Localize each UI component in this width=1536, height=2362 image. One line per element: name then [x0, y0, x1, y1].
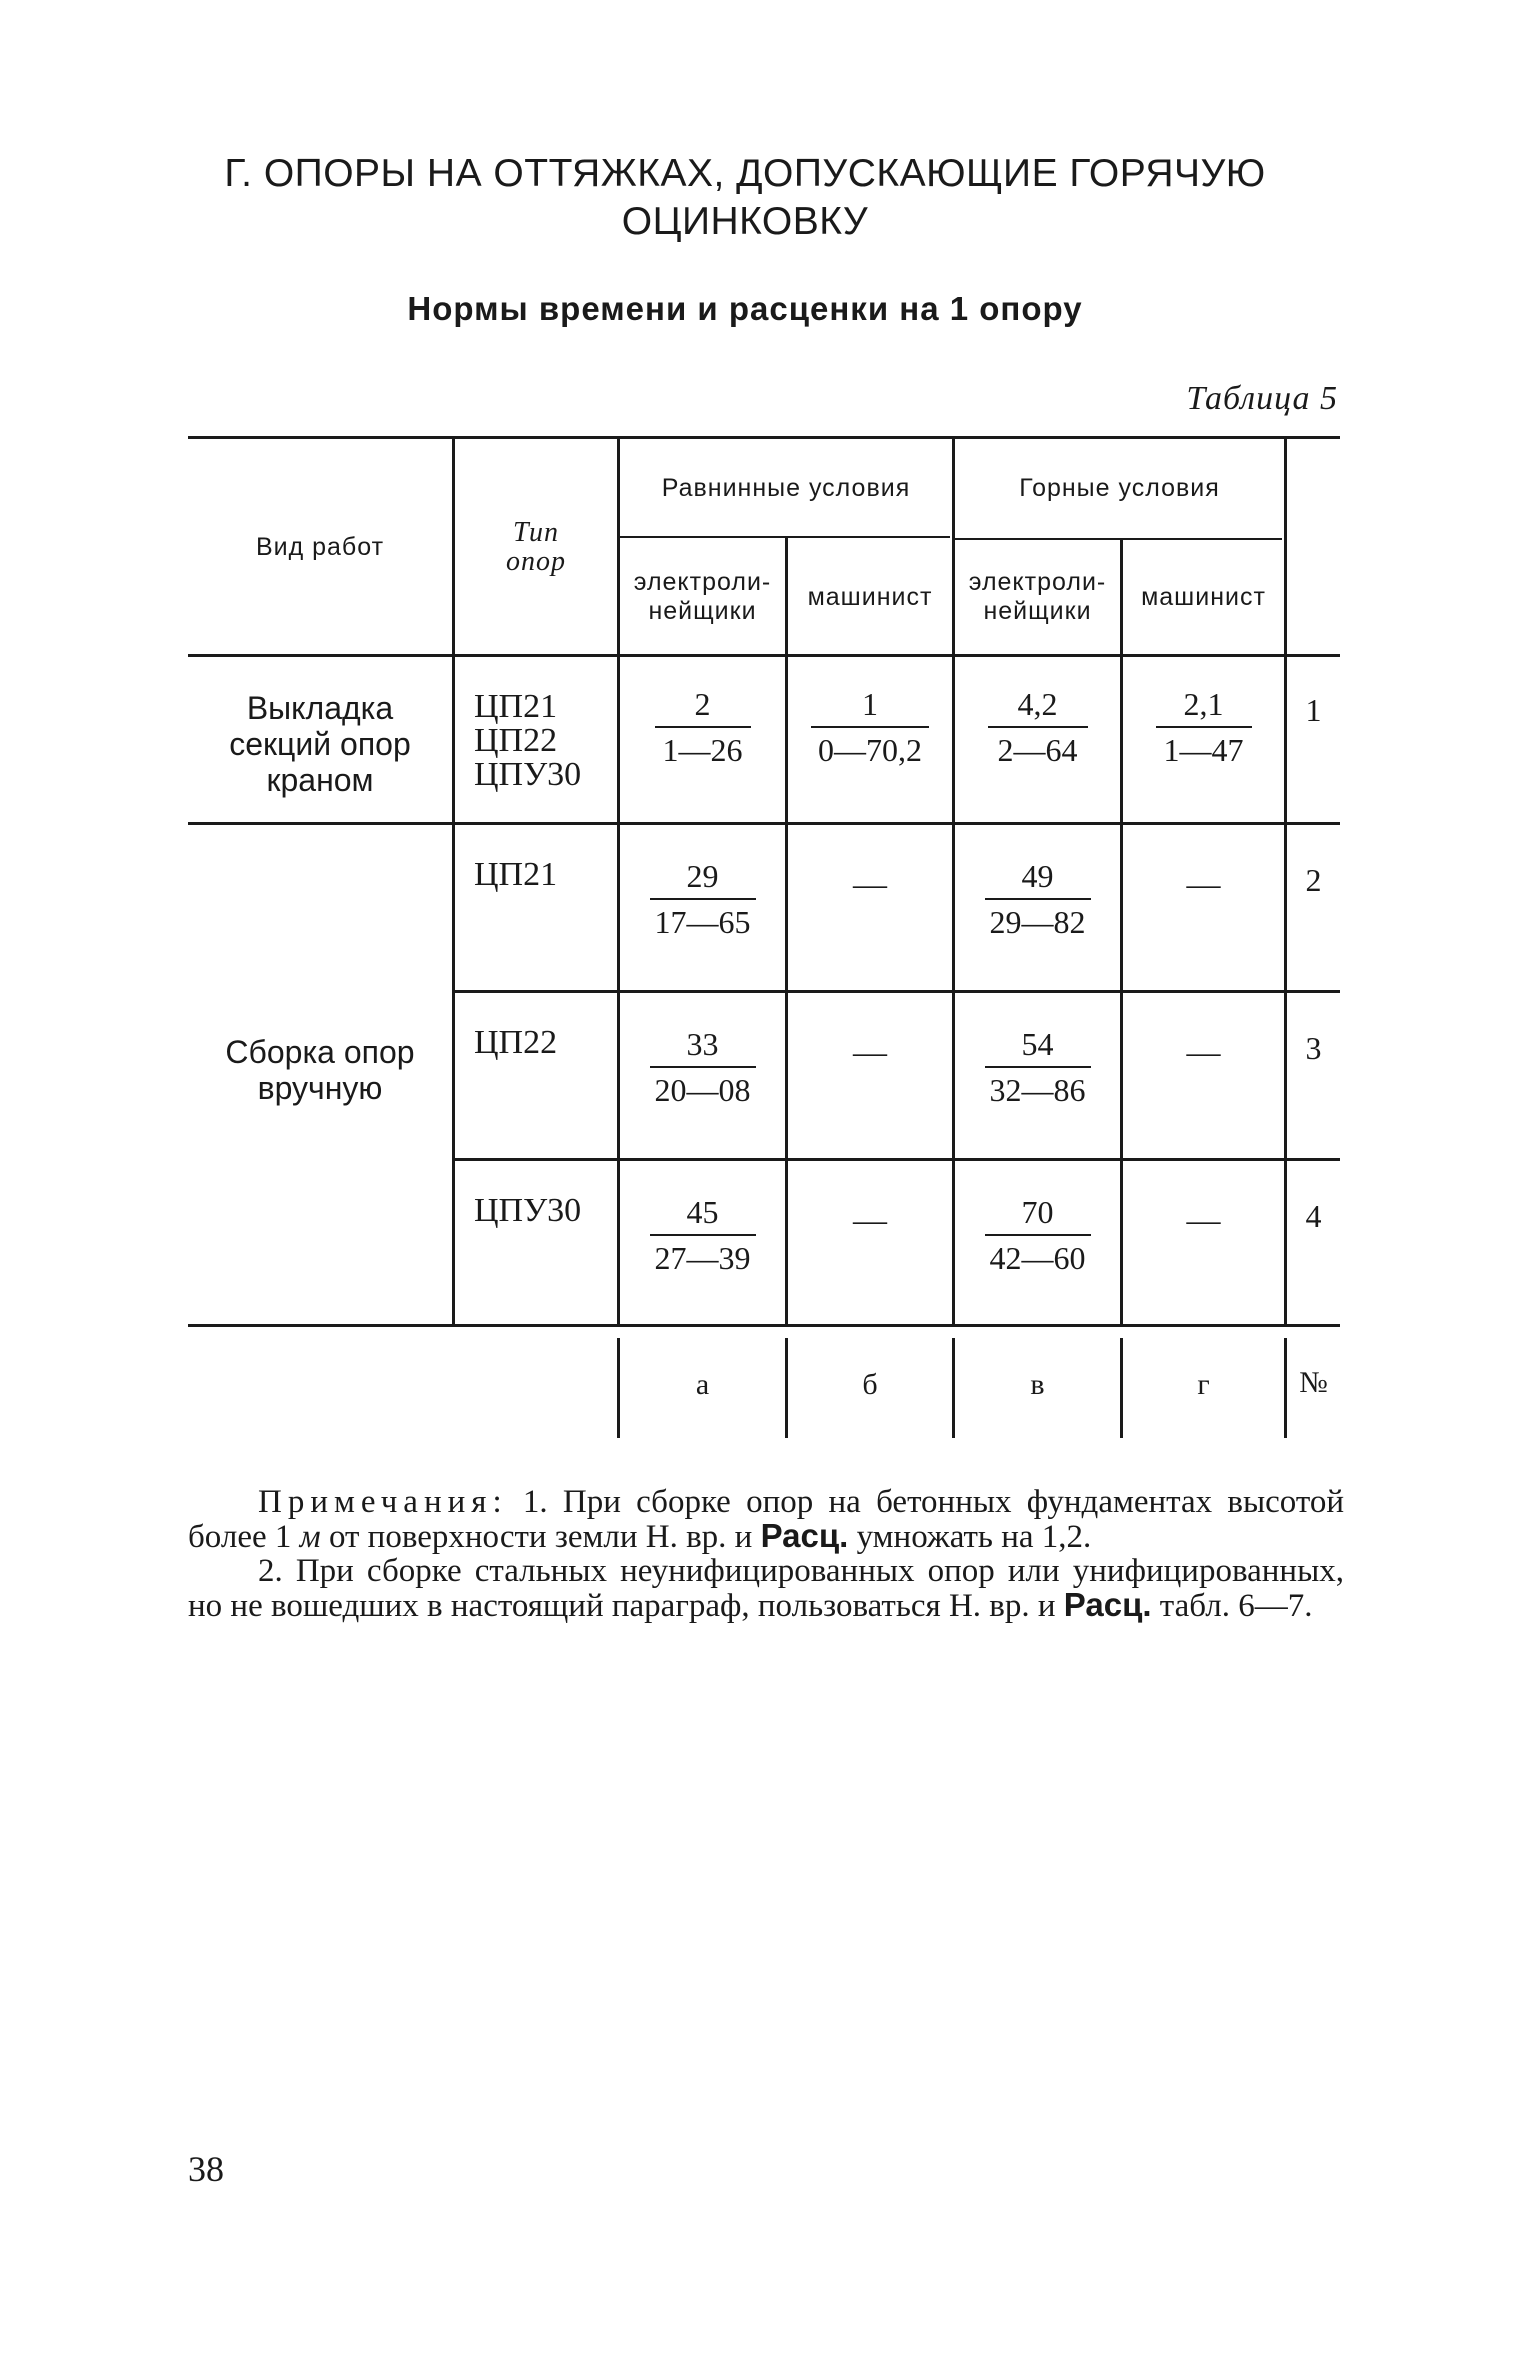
fraction-bar — [985, 1234, 1091, 1236]
row1-bottom-rule — [188, 822, 1340, 825]
fraction-bar — [985, 1066, 1091, 1068]
work-group-laying-out-line3: краном — [266, 762, 374, 798]
row2-flat-machinist-dash: — — [853, 866, 887, 903]
time-norm: 2 — [694, 686, 711, 722]
work-group-laying-out — [188, 690, 452, 798]
row4-mountain-machinist-dash: — — [1186, 1202, 1221, 1239]
time-norm: 1 — [862, 686, 878, 722]
time-norm: 2,1 — [1183, 686, 1224, 722]
fraction-bar — [655, 726, 751, 728]
fraction-bar — [650, 1234, 756, 1236]
row1-number: 1 — [1305, 692, 1322, 728]
note-2-text-b: табл. 6—7. — [1151, 1588, 1313, 1624]
support-type: ЦП21 — [474, 688, 558, 725]
section-title-line1: Г. ОПОРЫ НА ОТТЯЖКАХ, ДОПУСКАЮЩИЕ ГОРЯЧУЮ — [224, 152, 1266, 195]
fraction-bar — [988, 726, 1088, 728]
row2-support-type: ЦП21 — [474, 856, 558, 893]
note-1-bold-rates: Расц. — [760, 1517, 849, 1554]
time-norm: 70 — [1021, 1194, 1054, 1230]
rate: 32—86 — [989, 1072, 1086, 1108]
row3-number: 3 — [1305, 1030, 1322, 1066]
rate: 1—47 — [1163, 732, 1244, 768]
header-support-type-line2: опор — [506, 546, 566, 577]
row1-mountain-machinist — [1123, 684, 1284, 770]
header-mountain-conditions — [955, 440, 1284, 536]
column-letter-a: а — [695, 1368, 710, 1401]
header-support-type — [455, 440, 617, 654]
row4-mountain-electricians — [955, 1192, 1120, 1278]
note-2 — [188, 1554, 1344, 1623]
rate: 29—82 — [989, 904, 1086, 940]
section-title-line2: ОЦИНКОВКУ — [621, 200, 869, 243]
column-letter-g: г — [1197, 1368, 1210, 1401]
header-mountain-electricians-line2: нейщики — [983, 597, 1092, 625]
row1-mountain-electricians — [955, 684, 1120, 770]
support-type: ЦП22 — [474, 722, 558, 759]
section-title — [150, 150, 1340, 246]
column-letter-number-sign: № — [1299, 1366, 1328, 1399]
row3-flat-machinist-dash: — — [853, 1034, 887, 1071]
row1-flat-machinist — [788, 684, 952, 770]
note-2-bold-rates: Расц. — [1063, 1586, 1152, 1623]
fraction-bar — [985, 898, 1091, 900]
row4-flat-electricians — [620, 1192, 785, 1278]
time-norm: 45 — [686, 1194, 719, 1230]
header-flat-machinist-label: машинист — [807, 582, 933, 611]
row1-flat-electricians — [620, 684, 785, 770]
notes-label: Примечания: — [258, 1484, 508, 1520]
row3-bottom-rule — [455, 1158, 1340, 1161]
support-type: ЦПУ30 — [474, 756, 582, 793]
row1-support-types — [474, 690, 581, 792]
row2-bottom-rule — [455, 990, 1340, 993]
fraction-bar — [1156, 726, 1252, 728]
header-mountain-machinist-label: машинист — [1141, 582, 1266, 611]
note-1-unit: м — [299, 1519, 321, 1555]
rate: 27—39 — [654, 1240, 751, 1276]
header-work-type-label: Вид работ — [255, 532, 385, 561]
row2-mountain-electricians — [955, 856, 1120, 942]
row3-mountain-electricians — [955, 1024, 1120, 1110]
header-mountain-machinist — [1123, 540, 1284, 654]
time-norm: 4,2 — [1017, 686, 1058, 722]
header-work-type — [188, 440, 452, 654]
note-2-text-a: 2. При сборке стальных неунифицированных опор или унифицированных, но не вошедших в настоящий параграф, пользоваться Н. вр. и — [188, 1553, 1344, 1624]
rate: 0—70,2 — [818, 732, 922, 768]
row3-flat-electricians — [620, 1024, 785, 1110]
table-number-label: Таблица 5 — [1186, 380, 1338, 417]
rate: 1—26 — [662, 732, 743, 768]
work-group-laying-out-line2: секций опор — [229, 726, 411, 762]
note-1-text-c: умножать на 1,2. — [848, 1519, 1092, 1555]
note-1 — [188, 1485, 1344, 1554]
column-letter-v: в — [1030, 1368, 1045, 1401]
rate: 20—08 — [654, 1072, 751, 1108]
header-mountain-electricians — [955, 540, 1120, 654]
rate: 42—60 — [989, 1240, 1086, 1276]
header-flat-electricians — [620, 540, 785, 654]
header-mountain-label: Горные условия — [1019, 473, 1220, 502]
header-mountain-electricians-line1: электроли- — [968, 568, 1107, 596]
time-norm: 33 — [686, 1026, 719, 1062]
fraction-bar — [650, 1066, 756, 1068]
row4-flat-machinist-dash: — — [853, 1202, 887, 1239]
row2-number: 2 — [1305, 862, 1322, 898]
time-norm: 29 — [686, 858, 719, 894]
note-1-text-a: 1. При сборке опор на бетонных фундаментах высотой более 1 — [188, 1484, 1344, 1555]
header-bottom-rule — [188, 654, 1340, 657]
fraction-bar — [811, 726, 929, 728]
rate: 2—64 — [997, 732, 1078, 768]
rate: 17—65 — [654, 904, 751, 940]
work-group-manual-assembly — [188, 1034, 452, 1106]
header-flat-machinist — [788, 540, 952, 654]
header-flat-electricians-line2: нейщики — [648, 597, 757, 625]
work-group-manual-assembly-line1: Сборка опор — [225, 1034, 415, 1070]
row2-flat-electricians — [620, 856, 785, 942]
header-flat-label: Равнинные условия — [661, 473, 911, 502]
work-group-manual-assembly-line2: вручную — [257, 1070, 383, 1106]
notes-block — [188, 1485, 1344, 1623]
table-subtitle: Нормы времени и расценки на 1 опору — [407, 290, 1083, 327]
work-group-laying-out-line1: Выкладка — [246, 690, 394, 726]
table-top-rule — [188, 436, 1340, 439]
table-bottom-rule — [188, 1324, 1340, 1327]
row4-support-type: ЦПУ30 — [474, 1192, 582, 1229]
row3-support-type: ЦП22 — [474, 1024, 558, 1061]
column-letter-b: б — [862, 1368, 878, 1401]
header-flat-electricians-line1: электроли- — [633, 568, 772, 596]
fraction-bar — [650, 898, 756, 900]
note-1-text-b: от поверхности земли Н. вр. и — [320, 1519, 761, 1555]
page-number: 38 — [188, 2149, 224, 2189]
row2-mountain-machinist-dash: — — [1186, 866, 1221, 903]
header-support-type-line1: Тип — [513, 517, 559, 548]
header-flat-conditions — [620, 440, 952, 536]
time-norm: 49 — [1021, 858, 1054, 894]
time-norm: 54 — [1021, 1026, 1054, 1062]
row3-mountain-machinist-dash: — — [1186, 1034, 1221, 1071]
row4-number: 4 — [1305, 1198, 1322, 1234]
